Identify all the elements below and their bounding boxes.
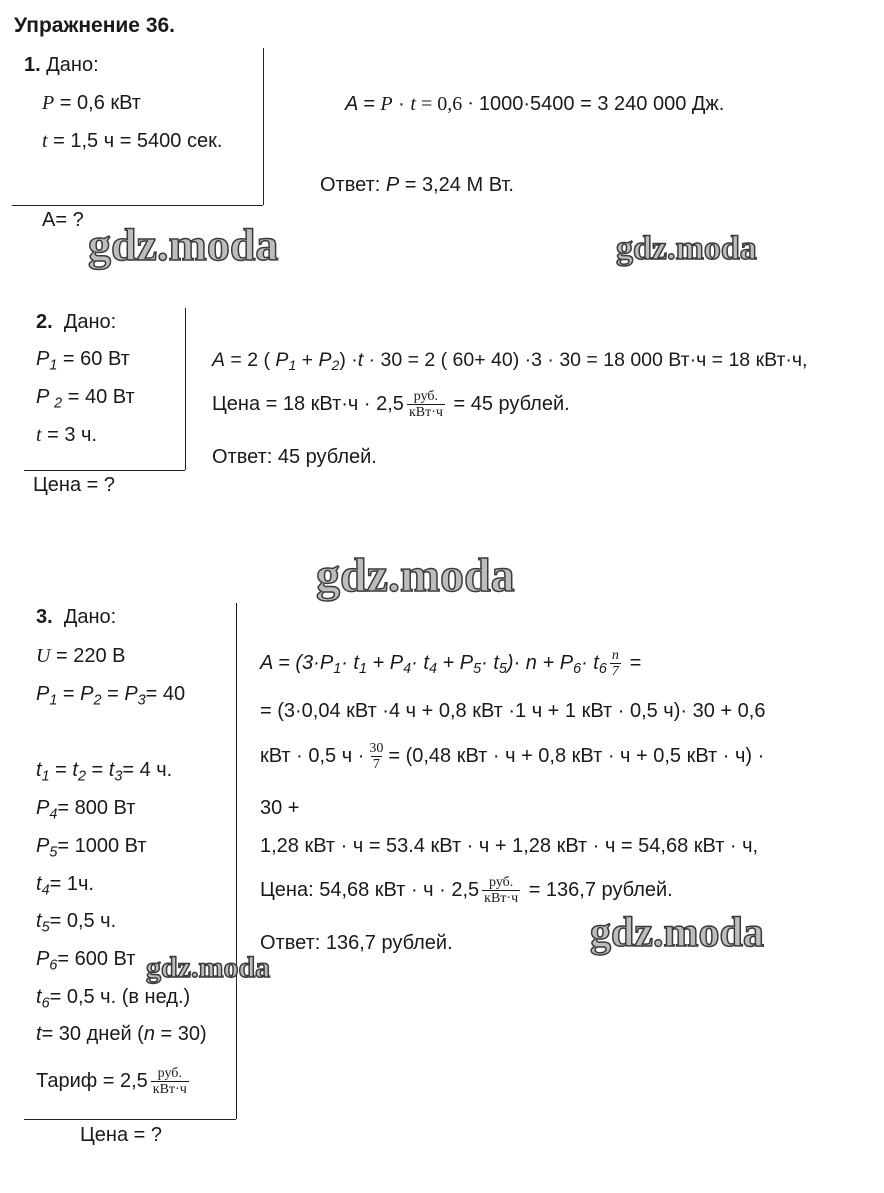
ex3-formula-3: кВт · 0,5 ч · $\frac{30}{7}$ = (0,48 кВт · ч + 0,8 кВт · ч + 0,5 кВт · ч) ·	[260, 741, 765, 772]
ex1-divider-horizontal	[12, 205, 263, 206]
ex3-given-p4: $P_4= 800$ Вт	[36, 797, 136, 823]
ex2-solution-price: Цена = 18 кВт·ч · 2,5 $\frac{\text{руб.}}{\text{кВт·ч}}$ = 45 рублей.	[212, 389, 570, 420]
n-over-7-fraction: $\frac{n}{7}$	[611, 648, 619, 679]
ex3-given-days: t= 30 дней (n = 30)	[36, 1023, 207, 1045]
watermark-logo: gdz.moda	[88, 219, 279, 270]
ex3-given-t123: $t_1 = t_2 = t_3= 4$ ч.	[36, 759, 173, 785]
rate-fraction-3: $\frac{\text{руб.}}{\text{кВт·ч}}$	[484, 875, 519, 906]
ex1-solution: A = P · t = 0,6 · 1000·5400 = 3 240 000 Дж.	[345, 93, 725, 115]
tariff-fraction: $\frac{\text{руб.}}{\text{кВт·ч}}$	[152, 1066, 187, 1097]
ex3-formula-1: $A = (3\cdot P_1\cdot t_1 + P_4\cdot t_4 + P_5\cdot t_5)\cdot n + P_6\cdot t_6$ $\frac{n}{7}$ =	[260, 648, 642, 679]
ex3-answer: Ответ: 136,7 рублей.	[260, 932, 453, 954]
ex3-given-p5: $P_5= 1000$ Вт	[36, 835, 147, 861]
ex2-divider-horizontal	[24, 470, 185, 471]
ex2-answer: Ответ: 45 рублей.	[212, 446, 377, 468]
watermark-logo: gdz.moda	[146, 951, 271, 984]
watermark-logo: gdz.moda	[616, 230, 757, 267]
ex3-formula-price: Цена: 54,68 кВт · ч · 2,5 $\frac{\text{руб.}}{\text{кВт·ч}}$ = 136,7 рублей.	[260, 875, 673, 906]
ex1-divider-vertical	[263, 48, 264, 205]
ex3-divider-vertical	[236, 603, 237, 1119]
ex2-given-p1: $P_1 = 60$ Вт	[36, 348, 130, 374]
rate-fraction: $\frac{\text{руб.}}{\text{кВт·ч}}$	[408, 389, 443, 420]
ex3-given-p6: $P_6= 600$ Вт	[36, 948, 136, 974]
ex3-given-p123: $P_1 = P_2 = P_3= 40$	[36, 683, 186, 709]
ex1-given-power: P = 0,6 кВт	[42, 92, 141, 114]
ex3-formula-2: = (3·0,04 кВт ·4 ч + 0,8 кВт ·1 ч + 1 кВт · 0,5 ч)· 30 + 0,6	[260, 700, 766, 722]
ex3-given-t6: $t_6= 0,5$ ч. (в нед.)	[36, 986, 191, 1012]
watermark-logo: gdz.moda	[590, 910, 764, 956]
ex3-given-tariff: Тариф = 2,5 $\frac{\text{руб.}}{\text{кВт·ч}}$	[36, 1066, 187, 1097]
watermark-logo: gdz.moda	[316, 549, 515, 602]
ex2-solution-work: A = 2 ( $P_1 + P_2) \cdot t \cdot 30 = 2$ ( 60+ 40) ·3 · 30 = 18 000 Вт·ч = 18 кВт·ч,	[212, 349, 808, 374]
ex2-find: Цена = ?	[33, 474, 116, 496]
ex3-given-t4: $t_4= 1ч$.	[36, 873, 94, 899]
ex3-given: 3. Дано:	[36, 606, 117, 628]
ex2-divider-vertical	[185, 308, 186, 470]
ex1-answer: Ответ: P = 3,24 М Вт.	[320, 174, 514, 196]
ex3-given-voltage: U = 220 В	[36, 645, 126, 667]
ex3-given-t5: $t_5= 0,5$ ч.	[36, 910, 117, 936]
ex3-formula-4: 30 +	[260, 797, 300, 819]
ex3-find: Цена = ?	[80, 1124, 163, 1146]
ex2-given-time: t = 3 ч.	[36, 424, 98, 446]
ex2-given-p2: P $_2$ = 40 Вт	[36, 386, 135, 412]
page-title: Упражнение 36.	[14, 14, 176, 37]
ex3-divider-horizontal	[24, 1119, 236, 1120]
ex1-given-time: t = 1,5 ч = 5400 сек.	[42, 130, 223, 152]
ex2-given: 2. Дано:	[36, 311, 117, 333]
ex3-formula-5: 1,28 кВт · ч = 53.4 кВт · ч + 1,28 кВт · ч = 54,68 кВт · ч,	[260, 835, 759, 857]
thirty-over-7-fraction: $\frac{30}{7}$	[369, 741, 384, 772]
ex1-given: 1. Дано:	[24, 54, 99, 76]
ex1-find: A= ?	[42, 209, 84, 231]
